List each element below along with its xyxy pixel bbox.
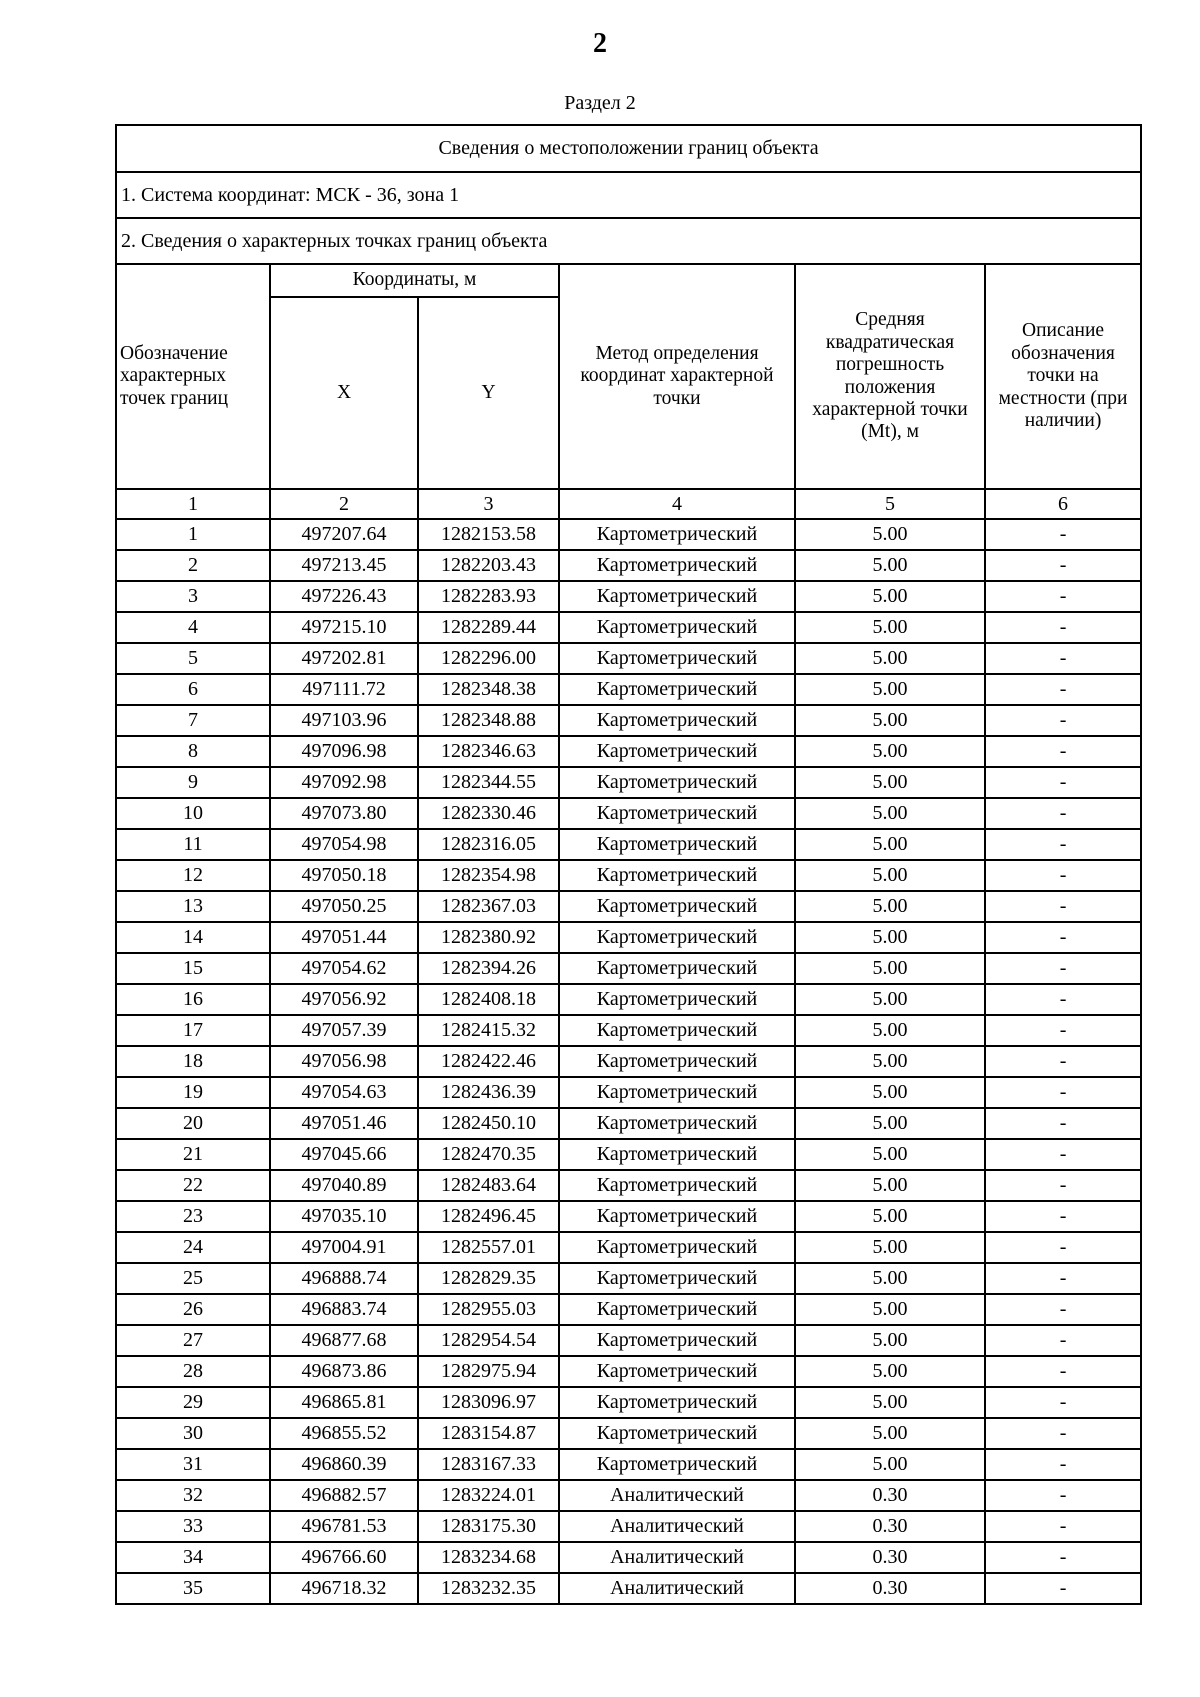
coord-x: 496888.74 xyxy=(270,1263,418,1294)
coord-x: 496766.60 xyxy=(270,1542,418,1573)
error: 5.00 xyxy=(795,1170,985,1201)
table-row xyxy=(116,612,1141,643)
coord-y: 1282296.00 xyxy=(418,643,559,674)
coord-y: 1283224.01 xyxy=(418,1480,559,1511)
coord-x: 497051.46 xyxy=(270,1108,418,1139)
description: - xyxy=(985,705,1141,736)
point-number: 18 xyxy=(116,1046,270,1077)
description: - xyxy=(985,1108,1141,1139)
method: Картометрический xyxy=(559,860,795,891)
error: 5.00 xyxy=(795,798,985,829)
coord-x: 497050.25 xyxy=(270,891,418,922)
method: Картометрический xyxy=(559,984,795,1015)
coord-x: 497050.18 xyxy=(270,860,418,891)
column-number: 5 xyxy=(795,489,985,519)
table-row xyxy=(116,1139,1141,1170)
description: - xyxy=(985,829,1141,860)
coord-y: 1282316.05 xyxy=(418,829,559,860)
coord-y: 1283175.30 xyxy=(418,1511,559,1542)
coord-x: 497054.62 xyxy=(270,953,418,984)
table-row xyxy=(116,550,1141,581)
point-number: 12 xyxy=(116,860,270,891)
method: Картометрический xyxy=(559,736,795,767)
error: 5.00 xyxy=(795,643,985,674)
column-number: 1 xyxy=(116,489,270,519)
error: 5.00 xyxy=(795,1077,985,1108)
coord-x: 497096.98 xyxy=(270,736,418,767)
error: 5.00 xyxy=(795,550,985,581)
method: Картометрический xyxy=(559,1232,795,1263)
method: Картометрический xyxy=(559,1015,795,1046)
table-row xyxy=(116,1077,1141,1108)
coord-y: 1282975.94 xyxy=(418,1356,559,1387)
description: - xyxy=(985,519,1141,550)
table-row xyxy=(116,1170,1141,1201)
description: - xyxy=(985,984,1141,1015)
error: 0.30 xyxy=(795,1511,985,1542)
description: - xyxy=(985,922,1141,953)
error: 5.00 xyxy=(795,891,985,922)
description: - xyxy=(985,643,1141,674)
coord-x: 496718.32 xyxy=(270,1573,418,1604)
point-number: 25 xyxy=(116,1263,270,1294)
coord-x: 496877.68 xyxy=(270,1325,418,1356)
coord-x: 497226.43 xyxy=(270,581,418,612)
table-row xyxy=(116,1294,1141,1325)
point-number: 30 xyxy=(116,1418,270,1449)
point-number: 11 xyxy=(116,829,270,860)
description: - xyxy=(985,1015,1141,1046)
error: 5.00 xyxy=(795,736,985,767)
table-row xyxy=(116,860,1141,891)
description: - xyxy=(985,1542,1141,1573)
point-number: 21 xyxy=(116,1139,270,1170)
coord-x: 497045.66 xyxy=(270,1139,418,1170)
description: - xyxy=(985,612,1141,643)
coord-y: 1282954.54 xyxy=(418,1325,559,1356)
description: - xyxy=(985,891,1141,922)
error: 5.00 xyxy=(795,860,985,891)
table-row xyxy=(116,1387,1141,1418)
point-number: 13 xyxy=(116,891,270,922)
coord-x: 497111.72 xyxy=(270,674,418,705)
method: Картометрический xyxy=(559,674,795,705)
error: 5.00 xyxy=(795,767,985,798)
error: 5.00 xyxy=(795,1294,985,1325)
coord-y: 1282367.03 xyxy=(418,891,559,922)
point-number: 2 xyxy=(116,550,270,581)
table-row xyxy=(116,829,1141,860)
error: 0.30 xyxy=(795,1573,985,1604)
method: Картометрический xyxy=(559,705,795,736)
coord-x: 496882.57 xyxy=(270,1480,418,1511)
column-number: 4 xyxy=(559,489,795,519)
point-number: 10 xyxy=(116,798,270,829)
method: Картометрический xyxy=(559,953,795,984)
point-number: 24 xyxy=(116,1232,270,1263)
method: Картометрический xyxy=(559,1449,795,1480)
description: - xyxy=(985,674,1141,705)
coord-y: 1282153.58 xyxy=(418,519,559,550)
method: Картометрический xyxy=(559,1139,795,1170)
coord-x: 497056.98 xyxy=(270,1046,418,1077)
coord-x: 497207.64 xyxy=(270,519,418,550)
coord-x: 497040.89 xyxy=(270,1170,418,1201)
error: 5.00 xyxy=(795,953,985,984)
table-row xyxy=(116,984,1141,1015)
table-row xyxy=(116,1201,1141,1232)
coord-y: 1282955.03 xyxy=(418,1294,559,1325)
header-method: Метод определения координат характерной точки xyxy=(559,264,795,489)
coord-y: 1282354.98 xyxy=(418,860,559,891)
method: Картометрический xyxy=(559,1263,795,1294)
point-number: 4 xyxy=(116,612,270,643)
table-body xyxy=(116,519,1141,1604)
error: 5.00 xyxy=(795,922,985,953)
table-row xyxy=(116,736,1141,767)
table-row xyxy=(116,1046,1141,1077)
coord-x: 497057.39 xyxy=(270,1015,418,1046)
coord-y: 1282408.18 xyxy=(418,984,559,1015)
point-number: 16 xyxy=(116,984,270,1015)
table-row xyxy=(116,767,1141,798)
method: Картометрический xyxy=(559,891,795,922)
method: Картометрический xyxy=(559,1294,795,1325)
description: - xyxy=(985,1480,1141,1511)
description: - xyxy=(985,1232,1141,1263)
coord-y: 1282283.93 xyxy=(418,581,559,612)
description: - xyxy=(985,1573,1141,1604)
table-row xyxy=(116,891,1141,922)
coord-x: 497051.44 xyxy=(270,922,418,953)
point-number: 19 xyxy=(116,1077,270,1108)
point-number: 28 xyxy=(116,1356,270,1387)
description: - xyxy=(985,1294,1141,1325)
method: Картометрический xyxy=(559,1356,795,1387)
description: - xyxy=(985,1449,1141,1480)
coord-y: 1282380.92 xyxy=(418,922,559,953)
table-row xyxy=(116,1232,1141,1263)
method: Аналитический xyxy=(559,1511,795,1542)
coord-y: 1283096.97 xyxy=(418,1387,559,1418)
column-number: 6 xyxy=(985,489,1141,519)
point-number: 31 xyxy=(116,1449,270,1480)
point-number: 23 xyxy=(116,1201,270,1232)
point-number: 1 xyxy=(116,519,270,550)
header-x: X xyxy=(270,297,418,489)
description: - xyxy=(985,1139,1141,1170)
point-number: 6 xyxy=(116,674,270,705)
coord-y: 1283232.35 xyxy=(418,1573,559,1604)
coord-y: 1282289.44 xyxy=(418,612,559,643)
point-number: 9 xyxy=(116,767,270,798)
error: 5.00 xyxy=(795,612,985,643)
column-numbers-row xyxy=(116,489,1141,519)
point-number: 34 xyxy=(116,1542,270,1573)
coord-y: 1283234.68 xyxy=(418,1542,559,1573)
error: 5.00 xyxy=(795,1015,985,1046)
point-number: 3 xyxy=(116,581,270,612)
point-number: 5 xyxy=(116,643,270,674)
method: Картометрический xyxy=(559,643,795,674)
coord-x: 497103.96 xyxy=(270,705,418,736)
method: Картометрический xyxy=(559,519,795,550)
error: 5.00 xyxy=(795,1201,985,1232)
coord-y: 1282422.46 xyxy=(418,1046,559,1077)
table-row xyxy=(116,1108,1141,1139)
table-row xyxy=(116,1542,1141,1573)
method: Картометрический xyxy=(559,1325,795,1356)
description: - xyxy=(985,1387,1141,1418)
coord-y: 1282348.38 xyxy=(418,674,559,705)
error: 5.00 xyxy=(795,581,985,612)
coord-x: 496883.74 xyxy=(270,1294,418,1325)
error: 5.00 xyxy=(795,1263,985,1294)
coord-y: 1283154.87 xyxy=(418,1418,559,1449)
table-row xyxy=(116,1511,1141,1542)
coord-x: 497056.92 xyxy=(270,984,418,1015)
method: Картометрический xyxy=(559,1170,795,1201)
error: 5.00 xyxy=(795,519,985,550)
description: - xyxy=(985,550,1141,581)
error: 0.30 xyxy=(795,1480,985,1511)
coord-y: 1282557.01 xyxy=(418,1232,559,1263)
header-coordinates: Координаты, м xyxy=(270,264,559,297)
header-designation: Обозначение характерных точек границ xyxy=(116,264,270,489)
description: - xyxy=(985,1263,1141,1294)
coord-y: 1282470.35 xyxy=(418,1139,559,1170)
table-row xyxy=(116,643,1141,674)
page-number: 2 xyxy=(593,28,607,59)
point-number: 26 xyxy=(116,1294,270,1325)
error: 5.00 xyxy=(795,1108,985,1139)
coord-x: 496873.86 xyxy=(270,1356,418,1387)
point-number: 27 xyxy=(116,1325,270,1356)
method: Картометрический xyxy=(559,1046,795,1077)
point-number: 7 xyxy=(116,705,270,736)
table-row xyxy=(116,1573,1141,1604)
method: Картометрический xyxy=(559,1418,795,1449)
coord-y: 1282436.39 xyxy=(418,1077,559,1108)
coord-y: 1282346.63 xyxy=(418,736,559,767)
description: - xyxy=(985,798,1141,829)
point-number: 35 xyxy=(116,1573,270,1604)
method: Картометрический xyxy=(559,798,795,829)
description: - xyxy=(985,1418,1141,1449)
coord-x: 496855.52 xyxy=(270,1418,418,1449)
coord-x: 497073.80 xyxy=(270,798,418,829)
error: 5.00 xyxy=(795,1046,985,1077)
coord-y: 1282483.64 xyxy=(418,1170,559,1201)
table-row xyxy=(116,519,1141,550)
header-error: Средняя квадратическая погрешность положения характерной точки (Мt), м xyxy=(795,264,985,489)
error: 5.00 xyxy=(795,1356,985,1387)
method: Картометрический xyxy=(559,1387,795,1418)
header-y: Y xyxy=(418,297,559,489)
point-number: 15 xyxy=(116,953,270,984)
coord-x: 496860.39 xyxy=(270,1449,418,1480)
coord-y: 1283167.33 xyxy=(418,1449,559,1480)
method: Аналитический xyxy=(559,1542,795,1573)
description: - xyxy=(985,1170,1141,1201)
column-number: 3 xyxy=(418,489,559,519)
error: 5.00 xyxy=(795,984,985,1015)
description: - xyxy=(985,1325,1141,1356)
coord-y: 1282415.32 xyxy=(418,1015,559,1046)
method: Картометрический xyxy=(559,1201,795,1232)
table-row xyxy=(116,1263,1141,1294)
error: 5.00 xyxy=(795,1418,985,1449)
table-title: Сведения о местоположении границ объекта xyxy=(116,125,1141,172)
error: 0.30 xyxy=(795,1542,985,1573)
method: Аналитический xyxy=(559,1480,795,1511)
coord-x: 497054.98 xyxy=(270,829,418,860)
error: 5.00 xyxy=(795,1325,985,1356)
description: - xyxy=(985,953,1141,984)
table-row xyxy=(116,1449,1141,1480)
method: Картометрический xyxy=(559,1108,795,1139)
column-number: 2 xyxy=(270,489,418,519)
coord-x: 497054.63 xyxy=(270,1077,418,1108)
coordinate-system: 1. Система координат: МСК - 36, зона 1 xyxy=(116,172,1141,218)
point-number: 20 xyxy=(116,1108,270,1139)
point-number: 33 xyxy=(116,1511,270,1542)
coord-x: 497213.45 xyxy=(270,550,418,581)
coord-y: 1282394.26 xyxy=(418,953,559,984)
method: Картометрический xyxy=(559,550,795,581)
table-row xyxy=(116,705,1141,736)
method: Картометрический xyxy=(559,1077,795,1108)
description: - xyxy=(985,1077,1141,1108)
coord-x: 497215.10 xyxy=(270,612,418,643)
method: Аналитический xyxy=(559,1573,795,1604)
table-row xyxy=(116,1015,1141,1046)
coord-x: 497092.98 xyxy=(270,767,418,798)
description: - xyxy=(985,1511,1141,1542)
coord-y: 1282203.43 xyxy=(418,550,559,581)
table-row xyxy=(116,674,1141,705)
coord-x: 497004.91 xyxy=(270,1232,418,1263)
method: Картометрический xyxy=(559,829,795,860)
coord-x: 497202.81 xyxy=(270,643,418,674)
table-row xyxy=(116,798,1141,829)
table-row xyxy=(116,1325,1141,1356)
point-number: 14 xyxy=(116,922,270,953)
table-row xyxy=(116,953,1141,984)
description: - xyxy=(985,736,1141,767)
method: Картометрический xyxy=(559,612,795,643)
table-row xyxy=(116,922,1141,953)
points-heading: 2. Сведения о характерных точках границ объекта xyxy=(116,218,1141,264)
point-number: 29 xyxy=(116,1387,270,1418)
table-row xyxy=(116,581,1141,612)
error: 5.00 xyxy=(795,829,985,860)
description: - xyxy=(985,581,1141,612)
error: 5.00 xyxy=(795,1387,985,1418)
table-row xyxy=(116,1356,1141,1387)
coord-y: 1282496.45 xyxy=(418,1201,559,1232)
point-number: 8 xyxy=(116,736,270,767)
header-description: Описание обозначения точки на местности (при наличии) xyxy=(985,264,1141,489)
error: 5.00 xyxy=(795,1449,985,1480)
coord-y: 1282344.55 xyxy=(418,767,559,798)
description: - xyxy=(985,767,1141,798)
description: - xyxy=(985,1201,1141,1232)
point-number: 22 xyxy=(116,1170,270,1201)
coord-y: 1282330.46 xyxy=(418,798,559,829)
method: Картометрический xyxy=(559,922,795,953)
error: 5.00 xyxy=(795,674,985,705)
point-number: 17 xyxy=(116,1015,270,1046)
coord-y: 1282829.35 xyxy=(418,1263,559,1294)
method: Картометрический xyxy=(559,581,795,612)
table-row xyxy=(116,1418,1141,1449)
description: - xyxy=(985,860,1141,891)
coord-y: 1282450.10 xyxy=(418,1108,559,1139)
coord-x: 497035.10 xyxy=(270,1201,418,1232)
error: 5.00 xyxy=(795,1139,985,1170)
coord-x: 496781.53 xyxy=(270,1511,418,1542)
method: Картометрический xyxy=(559,767,795,798)
point-number: 32 xyxy=(116,1480,270,1511)
error: 5.00 xyxy=(795,1232,985,1263)
description: - xyxy=(985,1046,1141,1077)
table-row xyxy=(116,1480,1141,1511)
coord-x: 496865.81 xyxy=(270,1387,418,1418)
description: - xyxy=(985,1356,1141,1387)
boundary-points-table xyxy=(115,124,1142,1605)
section-label: Раздел 2 xyxy=(564,92,636,114)
coord-y: 1282348.88 xyxy=(418,705,559,736)
error: 5.00 xyxy=(795,705,985,736)
